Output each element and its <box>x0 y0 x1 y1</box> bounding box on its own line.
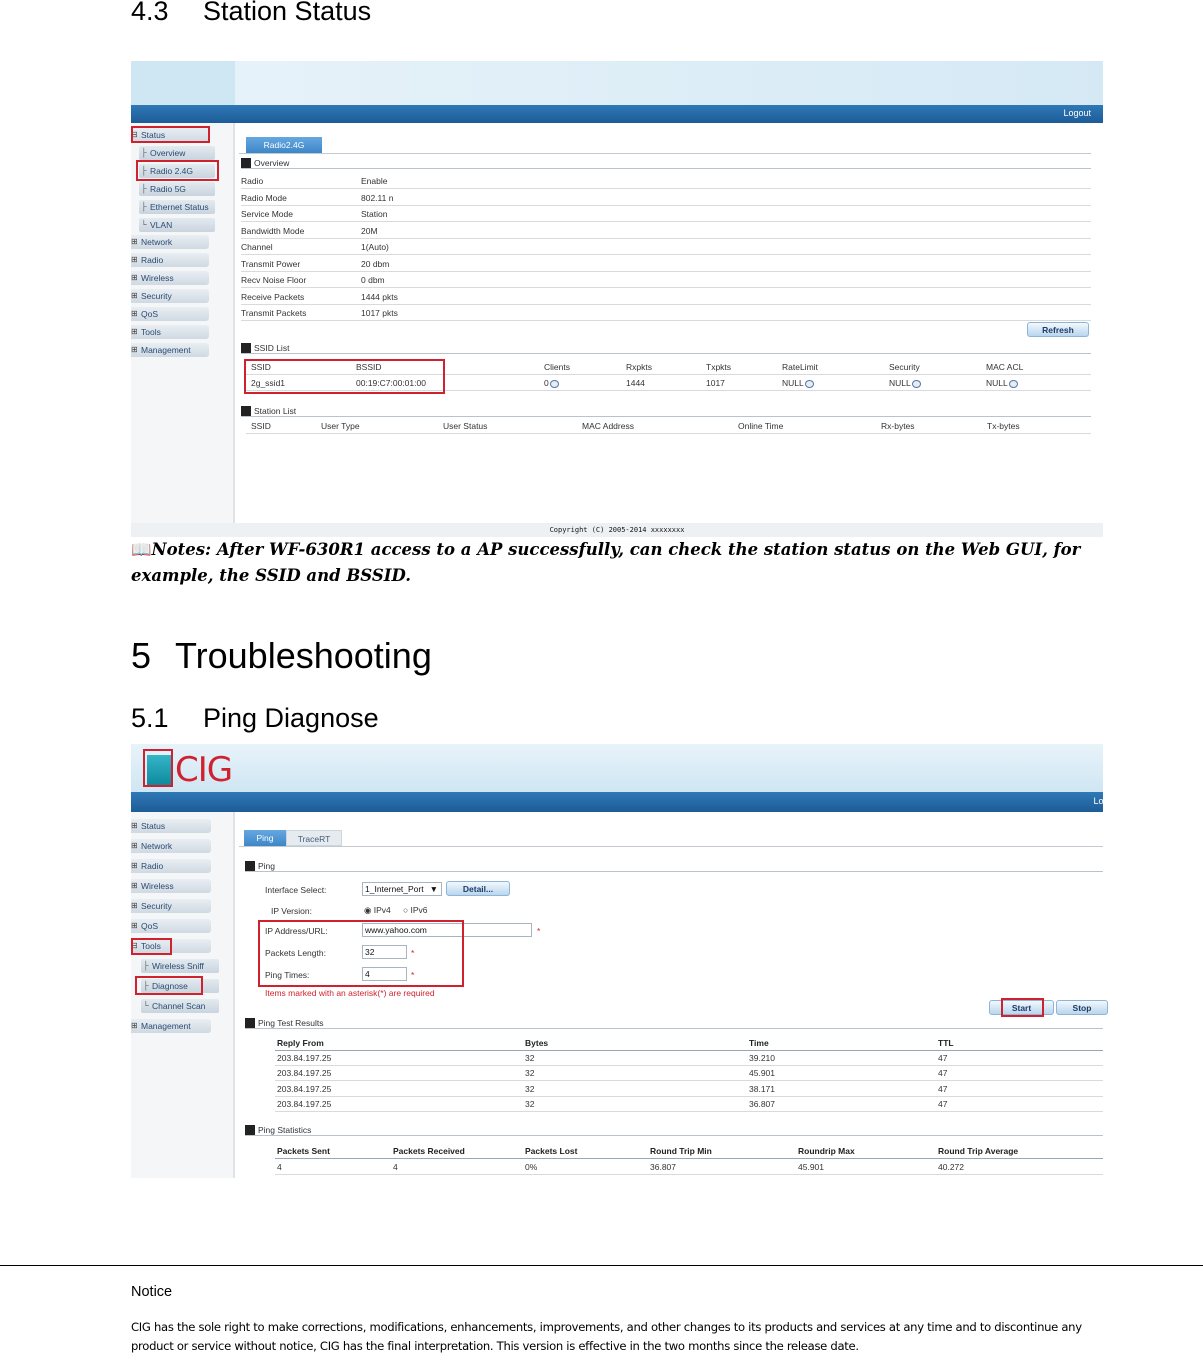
clients-value[interactable] <box>544 375 559 391</box>
ipv6-radio[interactable]: ○ IPv6 <box>403 905 428 915</box>
highlight-status <box>131 126 210 143</box>
note-text <box>131 537 1101 589</box>
results-cell: 32 <box>525 1083 535 1094</box>
section-title: Ping Diagnose <box>203 703 379 733</box>
ratelimit-value[interactable] <box>782 375 814 391</box>
menu-status[interactable]: ⊟ Status <box>131 128 209 142</box>
overview-value: 1017 pkts <box>361 308 398 318</box>
menu-wireless[interactable]: ⊞ Wireless <box>131 271 209 285</box>
ssid-header-ratelimit: RateLimit <box>782 362 818 372</box>
station-header-user-status: User Status <box>443 421 488 431</box>
overview-label: Service Mode <box>241 209 293 219</box>
required-asterisk: * <box>411 970 415 980</box>
logout-link[interactable]: Logout <box>1063 108 1091 118</box>
overview-value: 1444 pkts <box>361 291 398 302</box>
ssid-list-title: SSID List <box>241 342 1091 354</box>
logo-text: CIG <box>175 750 233 790</box>
stats-header-row <box>275 1143 1103 1159</box>
rxpkts-value: 1444 <box>626 378 645 388</box>
station-status-screenshot <box>131 61 1103 537</box>
stats-sent: 4 <box>277 1162 282 1172</box>
magnifier-icon[interactable] <box>805 380 814 388</box>
required-asterisk: * <box>411 948 415 958</box>
results-row <box>275 1066 1103 1081</box>
results-header-cell: Reply From <box>277 1038 324 1048</box>
menu-status[interactable]: ⊞ Status <box>131 819 211 833</box>
station-header-rx: Rx-bytes <box>881 421 915 431</box>
required-asterisk: * <box>537 926 541 936</box>
overview-row <box>241 173 1091 189</box>
menu-overview[interactable]: ├ Overview <box>139 146 215 160</box>
magnifier-icon[interactable] <box>550 380 559 388</box>
sidebar <box>131 812 235 1178</box>
times-input[interactable]: 4 <box>362 967 407 981</box>
ip-version-label: IP Version: <box>271 906 312 916</box>
overview-value: 1(Auto) <box>361 242 389 252</box>
security-text: NULL <box>889 378 911 388</box>
ip-label: IP Address/URL: <box>265 926 328 936</box>
stats-data-row <box>275 1159 1103 1175</box>
stop-button[interactable]: Stop <box>1056 1000 1108 1015</box>
tab-divider <box>239 846 1103 847</box>
ssid-header-txpkts: Txpkts <box>706 362 732 372</box>
results-cell: 36.807 <box>749 1098 775 1109</box>
results-header-cell: Bytes <box>525 1038 549 1048</box>
menu-management[interactable]: ⊞ Management <box>131 1019 211 1033</box>
results-section-title: Ping Test Results <box>245 1017 1103 1029</box>
overview-label: Radio <box>241 176 264 186</box>
stats-header-lost: Packets Lost <box>525 1146 578 1156</box>
stats-avg: 40.272 <box>938 1162 964 1172</box>
overview-row <box>241 256 1091 272</box>
results-cell: 47 <box>938 1083 948 1094</box>
overview-value: 0 dbm <box>361 275 385 285</box>
results-header-row <box>275 1035 1103 1051</box>
results-cell: 32 <box>525 1098 535 1109</box>
macacl-text: NULL <box>986 378 1008 388</box>
ip-input[interactable]: www.yahoo.com <box>362 923 532 937</box>
ssid-header-rxpkts: Rxpkts <box>626 362 652 372</box>
overview-row <box>241 223 1091 239</box>
required-note: Items marked with an asterisk(*) are required <box>265 988 435 998</box>
magnifier-icon[interactable] <box>912 380 921 388</box>
ipv4-radio[interactable]: ◉ IPv4 <box>364 905 391 915</box>
tab-divider <box>239 153 1091 154</box>
menu-qos[interactable]: ⊞ QoS <box>131 307 209 321</box>
detail-button[interactable]: Detail... <box>446 881 510 896</box>
chapter-number: 5 <box>131 635 152 676</box>
menu-tools[interactable]: ⊞ Tools <box>131 325 209 339</box>
ssid-header-macacl: MAC ACL <box>986 362 1024 372</box>
ipv4-label: IPv4 <box>373 905 391 915</box>
ssid-header-security: Security <box>889 362 920 372</box>
stats-min: 36.807 <box>650 1162 676 1172</box>
copyright-bar: Copyright (C) 2005-2014 xxxxxxxx <box>131 523 1103 537</box>
results-cell: 32 <box>525 1053 535 1063</box>
overview-value: 20 dbm <box>361 258 390 269</box>
overview-label: Transmit Packets <box>241 308 307 318</box>
stats-header-max: Roundrip Max <box>798 1146 855 1156</box>
results-cell: 47 <box>938 1098 948 1109</box>
notice-body: CIG has the sole right to make corrections, modifications, enhancements, improvements, and other changes to its products and services at any time and to discontinue any product or service without notice, CIG has the final interpretation. This version is effective in the two months since the release date. <box>131 1320 1082 1353</box>
chevron-down-icon: ▼ <box>429 884 438 894</box>
overview-label: Receive Packets <box>241 291 305 302</box>
overview-row <box>241 190 1091 206</box>
menu-tools[interactable]: ⊟ Tools <box>131 939 211 953</box>
menu-radio-5g[interactable]: ├ Radio 5G <box>139 182 215 196</box>
ssid-value: 2g_ssid1 <box>251 378 286 388</box>
chapter-title: Troubleshooting <box>175 635 432 676</box>
overview-label: Channel <box>241 242 273 252</box>
section-title: Station Status <box>203 0 372 26</box>
overview-section-title: Overview <box>241 157 1091 169</box>
overview-value: 20M <box>361 225 378 236</box>
results-header-cell: TTL <box>938 1038 954 1048</box>
start-button[interactable]: Start <box>989 1000 1054 1015</box>
interface-select-value: 1_Internet_Port <box>365 884 424 894</box>
overview-row <box>241 305 1091 321</box>
menu-network[interactable]: ⊞ Network <box>131 235 209 249</box>
results-cell: 203.84.197.25 <box>277 1098 332 1109</box>
section-number: 5.1 <box>131 703 169 733</box>
interface-select[interactable] <box>362 882 442 896</box>
menu-radio-24g[interactable]: ├ Radio 2.4G <box>139 164 215 178</box>
results-cell: 47 <box>938 1053 948 1063</box>
results-row <box>275 1082 1103 1097</box>
tab-ping[interactable]: Ping <box>244 830 286 846</box>
station-list-title: Station List <box>241 405 1091 417</box>
results-cell: 203.84.197.25 <box>277 1053 332 1063</box>
station-header-mac: MAC Address <box>582 421 634 431</box>
ssid-header-bssid: BSSID <box>356 362 382 372</box>
ping-section-title: Ping <box>245 860 1103 872</box>
highlight-diagnose <box>135 976 203 995</box>
overview-value: Enable <box>361 176 388 186</box>
ratelimit-text: NULL <box>782 378 804 388</box>
overview-row <box>241 239 1091 255</box>
station-header-user-type: User Type <box>321 421 360 431</box>
menu-wireless[interactable]: ⊞ Wireless <box>131 879 211 893</box>
section-heading-5-1 <box>131 703 379 734</box>
highlight-logo <box>143 749 173 787</box>
macacl-value[interactable] <box>986 375 1018 391</box>
overview-value: 802.11 n <box>361 192 394 203</box>
stats-section-title: Ping Statistics <box>245 1124 1103 1136</box>
stats-lost: 0% <box>525 1162 538 1172</box>
menu-diagnose[interactable]: ├ Diagnose <box>141 979 219 993</box>
station-header-tx: Tx-bytes <box>987 421 1020 431</box>
section-heading-4-3 <box>131 0 371 27</box>
overview-label: Radio Mode <box>241 192 287 203</box>
menu-qos[interactable]: ⊞ QoS <box>131 919 211 933</box>
results-cell: 39.210 <box>749 1053 775 1063</box>
overview-row <box>241 272 1091 288</box>
menu-vlan[interactable]: └ VLAN <box>139 218 215 232</box>
results-row <box>275 1097 1103 1112</box>
station-header-row <box>246 418 1091 434</box>
top-bar <box>131 792 1121 812</box>
results-cell: 47 <box>938 1068 948 1079</box>
note-book-icon: 📖 <box>131 540 152 559</box>
footer-rule <box>0 1265 1203 1266</box>
notice-title: Notice <box>131 1284 173 1300</box>
menu-radio[interactable]: ⊞ Radio <box>131 859 211 873</box>
station-header-ssid: SSID <box>251 421 271 431</box>
overview-label: Recv Noise Floor <box>241 275 307 285</box>
results-cell: 32 <box>525 1068 535 1079</box>
refresh-button[interactable]: Refresh <box>1027 322 1089 337</box>
results-header-cell: Time <box>749 1038 769 1048</box>
overview-label: Transmit Power <box>241 258 301 269</box>
interface-label: Interface Select: <box>265 885 327 895</box>
tab-radio24g[interactable]: Radio2.4G <box>246 137 322 153</box>
overview-row <box>241 206 1091 222</box>
menu-security[interactable]: ⊞ Security <box>131 899 211 913</box>
menu-channel-scan[interactable]: └ Channel Scan <box>141 999 219 1013</box>
stats-header-received: Packets Received <box>393 1146 465 1156</box>
ping-diagnose-screenshot <box>131 744 1121 1178</box>
results-cell: 45.901 <box>749 1068 775 1079</box>
stats-header-min: Round Trip Min <box>650 1146 712 1156</box>
stats-max: 45.901 <box>798 1162 824 1172</box>
highlight-start <box>1001 998 1044 1017</box>
note-body: Notes: After WF-630R1 access to a AP successfully, can check the station status on the Web GUI, for example, the SSID and BSSID. <box>131 540 1081 585</box>
stats-received: 4 <box>393 1162 398 1172</box>
menu-security[interactable]: ⊞ Security <box>131 289 209 303</box>
menu-ethernet-status[interactable]: ├ Ethernet Status <box>139 200 215 214</box>
ssid-header-ssid: SSID <box>251 362 271 372</box>
section-number: 4.3 <box>131 0 169 26</box>
banner <box>131 744 1103 792</box>
top-bar <box>131 105 1103 123</box>
overview-label: Bandwidth Mode <box>241 225 305 236</box>
overview-value: Station <box>361 209 388 219</box>
clients-count: 0 <box>544 378 549 388</box>
results-row <box>275 1051 1103 1066</box>
highlight-ping-fields <box>258 920 464 987</box>
highlight-radio-24g <box>136 160 219 181</box>
sidebar <box>131 123 235 523</box>
stats-header-avg: Round Trip Average <box>938 1146 1019 1156</box>
results-cell: 38.171 <box>749 1083 775 1094</box>
results-cell: 203.84.197.25 <box>277 1083 332 1094</box>
length-label: Packets Length: <box>265 948 326 958</box>
bssid-value: 00:19:C7:00:01:00 <box>356 378 426 388</box>
overview-row <box>241 289 1091 305</box>
length-input[interactable]: 32 <box>362 945 407 959</box>
txpkts-value: 1017 <box>706 378 725 388</box>
station-header-online-time: Online Time <box>738 421 784 431</box>
highlight-tools <box>131 938 172 955</box>
times-label: Ping Times: <box>265 970 310 980</box>
menu-wireless-sniff[interactable]: ├ Wireless Sniff <box>141 959 219 973</box>
ipv6-label: IPv6 <box>410 905 428 915</box>
tab-tracert[interactable]: TraceRT <box>286 830 342 846</box>
security-value[interactable] <box>889 375 921 391</box>
results-cell: 203.84.197.25 <box>277 1068 332 1079</box>
menu-network[interactable]: ⊞ Network <box>131 839 211 853</box>
magnifier-icon[interactable] <box>1009 380 1018 388</box>
chapter-heading-5 <box>131 635 432 677</box>
banner <box>131 61 1103 105</box>
stats-header-sent: Packets Sent <box>277 1146 330 1156</box>
menu-radio[interactable]: ⊞ Radio <box>131 253 209 267</box>
highlight-ssid-bssid <box>244 359 445 394</box>
logout-link[interactable]: Logout <box>1093 796 1121 806</box>
ssid-header-clients: Clients <box>544 362 570 372</box>
menu-management[interactable]: ⊞ Management <box>131 343 209 357</box>
